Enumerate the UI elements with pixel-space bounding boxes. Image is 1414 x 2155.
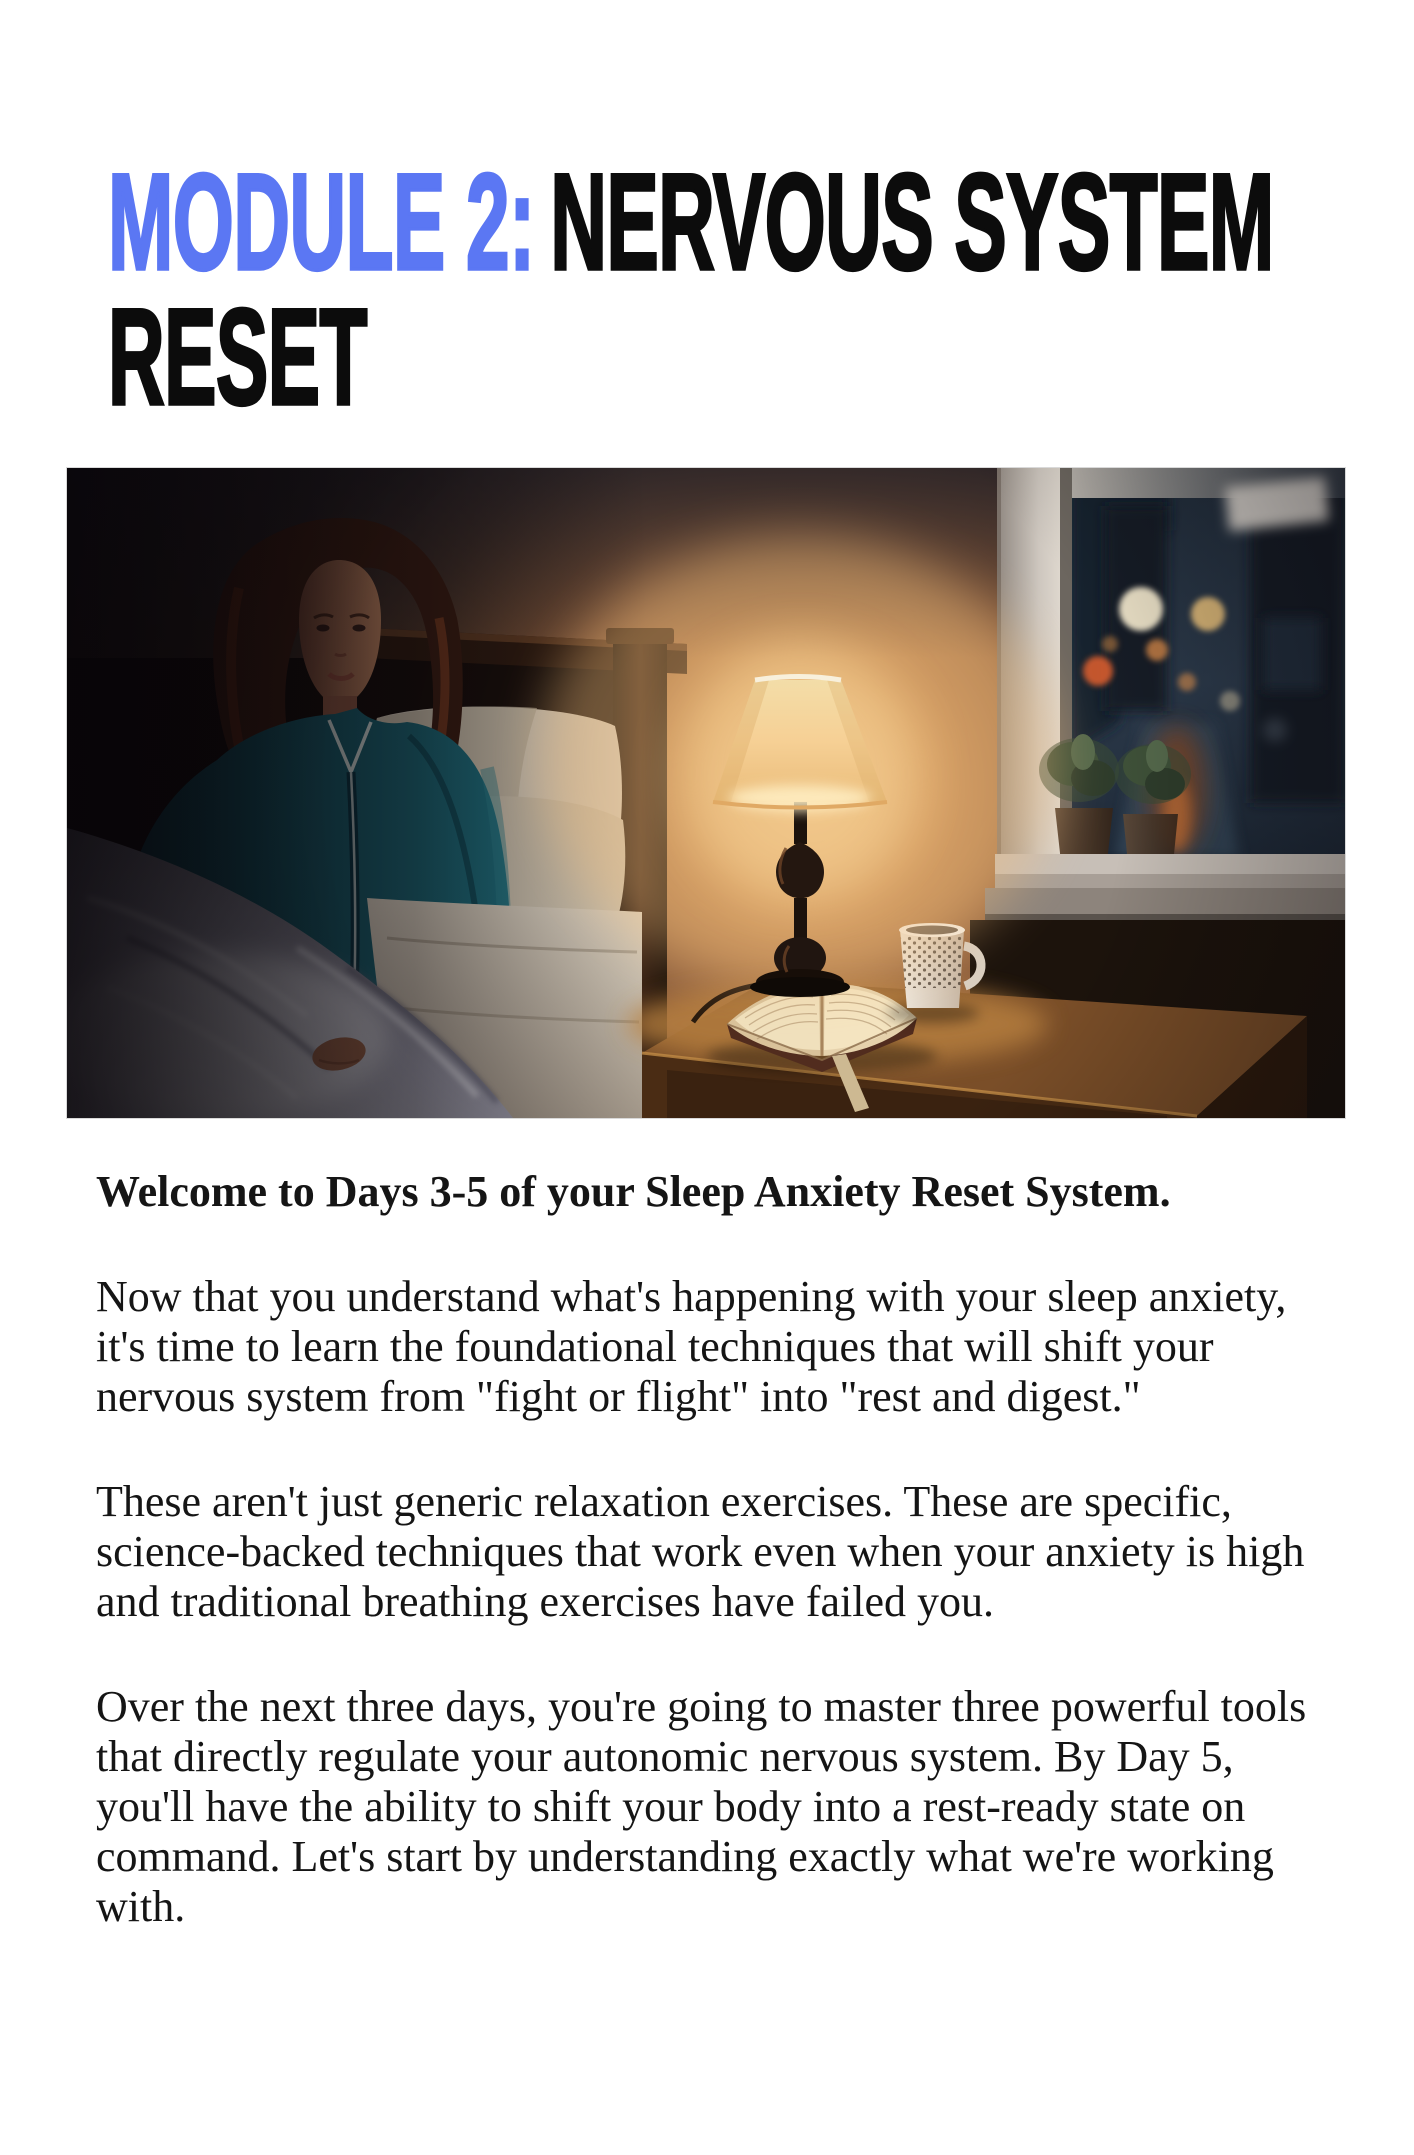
paragraph-2: These aren't just generic relaxation exercises. These are specific, science-backed techniques that work even when your anxiety is high and traditional breathing exercises have failed you. bbox=[96, 1477, 1305, 1626]
hero-photo-scene bbox=[67, 468, 1345, 1118]
page-title-lines bbox=[108, 146, 1274, 434]
hero-photo bbox=[66, 467, 1346, 1119]
title-line1-rest: NERVOUS SYSTEM bbox=[550, 146, 1274, 299]
module-page bbox=[0, 146, 1414, 2155]
intro-line: Welcome to Days 3-5 of your Sleep Anxiety Reset System. bbox=[96, 1167, 1171, 1216]
page-title-line2: RESET bbox=[108, 281, 367, 434]
page-title bbox=[108, 146, 1414, 434]
page-title-line1 bbox=[108, 146, 1274, 299]
paragraph-1: Now that you understand what's happening with your sleep anxiety, it's time to learn the foundational techniques that will shift your nervous system from "fight or flight" into "rest and digest." bbox=[96, 1272, 1287, 1421]
module-label: MODULE 2: bbox=[108, 146, 535, 299]
body-text bbox=[96, 1167, 1340, 1932]
paragraph-3: Over the next three days, you're going to master three powerful tools that directly regulate your autonomic nervous system. By Day 5, you'll have the ability to shift your body into a rest-ready state on command. Let's start by understanding exactly what we're working with. bbox=[96, 1682, 1307, 1931]
